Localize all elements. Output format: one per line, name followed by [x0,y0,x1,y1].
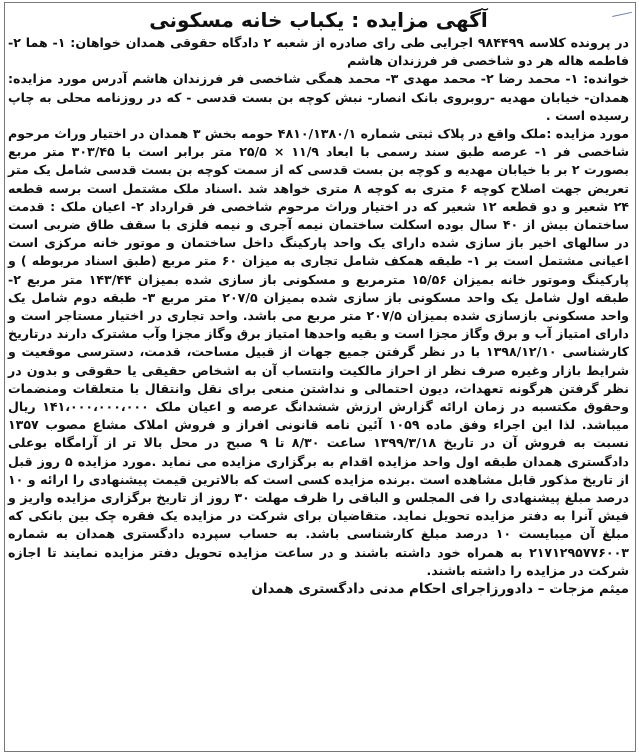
notice-frame [4,2,636,752]
notice-signature: میثم مزجات – دادورزاجرای احکام مدنی دادگستری همدان [251,581,629,598]
notice-paragraph-defendants: خوانده: ۱- محمد رضا ۲- محمد مهدی ۳- محمد همگی شاخصی فر فرزندان هاشم آدرس مورد مزایده: همدان- خیابان مهدیه -روبروی بانک انصار- نبش کوچه بن بست قدسی - که در روزنامه محلی به چاپ رسیده است . [8,71,630,123]
notice-paragraph-parties: در پرونده کلاسه ۹۸۴۴۹۹ اجرایی طی رای صادره از شعبه ۲ دادگاه حقوقی همدان خواهان: ۱- هما ۲- فاطمه هاله هر دو شاخصی فر فرزندان هاشم [8,35,629,69]
notice-paragraph-subject: مورد مزایده :ملک واقع در پلاک ثبتی شماره ۴۸۱۰/۱۳۸۰/۱ حومه بخش ۳ همدان در اختیار وراث مرحوم شاخصی فر ۱- عرصه طبق سند رسمی با ابعاد ۱۱/۹ × ۲۵/۵ متر برابر است با ۳۰۳/۴۵ متر مربع بصورت ۲ بر با خیابان مهدیه و کوچه بن بست قدسی که از سمت کوچه بن بست قدسی شامل یک متر تعریض جهت اصلاح کوچه ۶ متری به کوچه ۸ متری خواهد شد .اسناد ملک مشتمل است برسه قطعه ۲۴ شعیر و دو قطعه ۱۲ شعیر که در اختیار وراث مرحوم شاخصی فر قرارداد ۲- اعیان ملک : قدمت ساختمان بیش از ۴۰ سال بوده اسکلت ساختمان نیمه آجری و نیمه فلزی با سقف طاق ضربی است در سالهای اخیر باز سازی شده دارای یک واحد پارکینگ داخل ساختمان و موتور خانه مرکزی است اعیانی مشتمل است بر ۱- طبقه همکف شامل تجاری به میزان ۶۰ متر مربع (طبق اسناد مربوطه ) و پارکینگ وموتور خانه بمیزان ۱۵/۵۶ مترمربع و مسکونی باز سازی شده بمیزان ۱۴۳/۴۴ متر مربع ۲- طبقه اول شامل یک واحد مسکونی باز سازی شده بمیزان ۲۰۷/۵ متر مربع ۳- طبقه دوم شامل یک واحد مسکونی بازسازی شده بمیزان ۲۰۷/۵ متر مربع می باشد. واحد تجاری در اختیار مستاجر است و دارای امتیاز آب و برق وگاز مجزا است و بقیه واحدها امتیاز برق وگاز مجزا وآب مشترک دارند درتاریخ کارشناسی ۱۳۹۸/۱۲/۱۰ با در نظر گرفتن جمیع جهات از قبیل مساحت، قدمت، دسترسی موقعیت و شرایط بازار وغیره صرف نظر از احراز مالکیت وانتساب آن به اشخاص حقیقی یا حقوقی و بدون در نظر گرفتن هرگونه تعهدات، دیون احتمالی و نداشتن منعی برای نقل وانتقال با متعلقات ومنضمات وحقوق مکتسبه در زمان ارائه گزارش ارزش ششدانگ عرصه و اعیان ملک ۱۴۱،۰۰۰،۰۰۰،۰۰۰ ریال میباشد. لذا این اجراء وفق ماده ۱۰۵۹ آئین نامه قانونی افراز و فروش املاک مشاع مصوب ۱۳۵۷ نسبت به فروش آن در تاریخ ۱۳۹۹/۳/۱۸ ساعت ۸/۳۰ تا ۹ صبح در محل بالا تر از آرامگاه بوعلی دادگستری همدان طبقه اول واحد مزایده اقدام به برگزاری مزایده می نماید .مورد مزایده ۵ روز قبل از تاریخ مذکور قابل مشاهده است .برنده مزایده کسی است که بالاترین قیمت پیشنهادی را ارائه و ۱۰ درصد مبلغ پیشنهادی را فی المجلس و الباقی را ظرف مهلت ۳۰ روز از تاریخ برگزاری مزایده واریز و فیش آنرا به دفتر مزایده تحویل نماید. متقاضیان برای شرکت در مزایده یک فقره چک بین بانکی که مبلغ آن میبایست ۱۰ درصد مبلغ کارشناسی باشد. به حساب سپرده دادگستری همدان به شماره ۲۱۷۱۲۹۵۷۷۶۰۰۳ به همراه خود داشته باشند و در ساعت مزایده تحویل دفتر مزایده نمایند تا اجازه شرکت در مزایده را داشته باشند. [8,126,630,578]
notice-title: آگهی مزایده : یکباب خانه مسکونی [149,8,488,32]
